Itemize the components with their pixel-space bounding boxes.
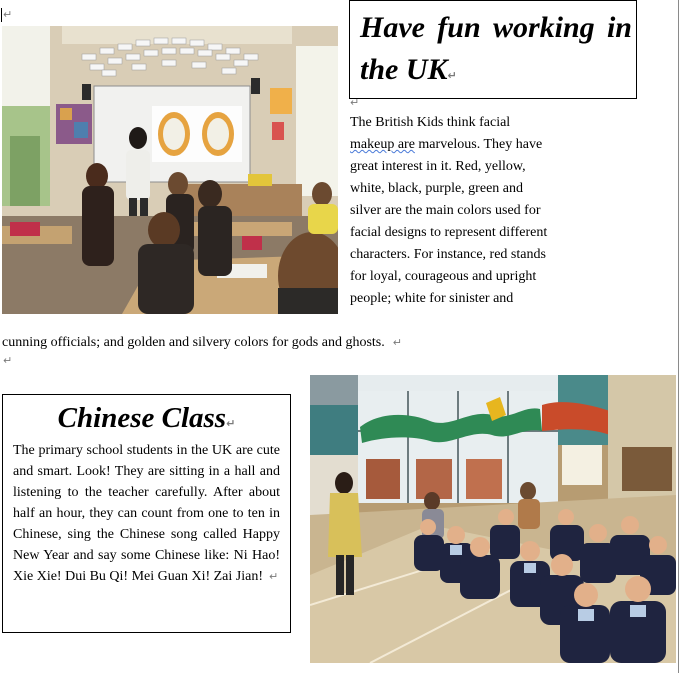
chinese-class-box [2, 394, 291, 633]
classroom-photo [2, 26, 338, 314]
paragraph-mark: ↵ [3, 8, 13, 21]
classroom-photo-illustration [2, 26, 338, 314]
school-hall-photo-illustration [310, 375, 676, 663]
title-box [349, 0, 637, 99]
paragraph-mark: ↵ [269, 570, 279, 583]
text-cursor [1, 8, 2, 22]
page-edge [678, 0, 679, 673]
spell-check-phrase[interactable]: makeup are [350, 137, 415, 152]
paragraph-text: marvelous. They have great interest in it. Red, yellow, white, black, purple, green and silver are the main colors used for facial designs to represent different characters. For instance, red stands for loyal, courageous and upright people; white for sinister and [350, 137, 548, 306]
paragraph-mark: ↵ [392, 336, 402, 349]
article-title-text: Have fun working in the UK [360, 11, 632, 86]
paragraph-mark: ↵ [447, 69, 457, 82]
paragraph-mark: ↵ [226, 417, 236, 430]
chinese-class-title-text: Chinese Class [57, 402, 227, 434]
school-hall-photo [310, 375, 676, 663]
facial-makeup-paragraph-end [2, 332, 472, 354]
paragraph-mark: ↵ [350, 96, 360, 109]
article-title [360, 7, 632, 97]
chinese-class-title [3, 401, 290, 441]
paragraph-text: The British Kids think facial [350, 115, 511, 130]
paragraph-text: cunning officials; and golden and silvery colors for gods and ghosts. [2, 335, 385, 350]
paragraph-mark: ↵ [3, 354, 13, 367]
paragraph-text: The primary school students in the UK are cute and smart. Look! They are sitting in a hall and listening to the teacher carefully. After about half an hour, they can count from one to ten in Chinese, sing the Chinese song called Happy New Year and say some Chinese like: Ni Hao! Xie Xie! Dui Bu Qi! Mei Guan Xi! Zai Jian! [13, 443, 280, 584]
facial-makeup-paragraph [350, 112, 556, 310]
chinese-class-paragraph [13, 440, 280, 587]
